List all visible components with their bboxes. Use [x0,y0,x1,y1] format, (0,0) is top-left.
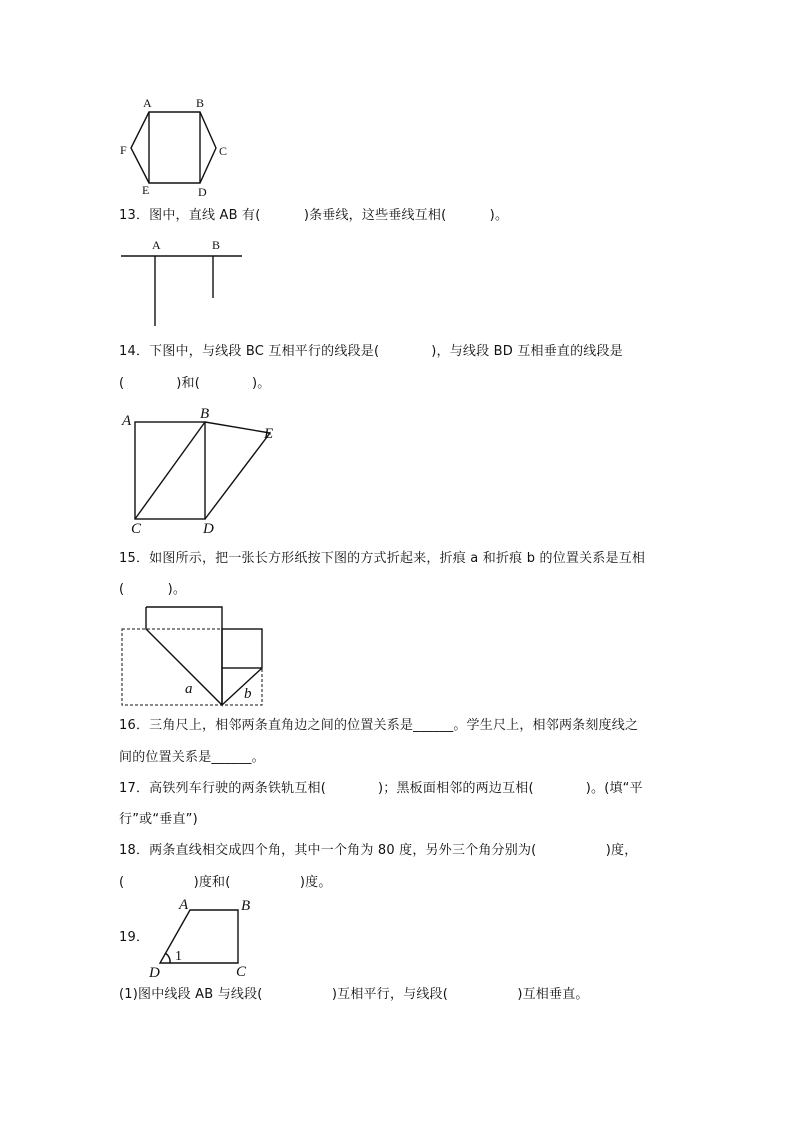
hexagon-label-a: A [143,96,152,110]
hexagon-label-b: B [196,96,205,110]
square-label-e: E [264,426,274,442]
folded-paper-figure [122,607,262,705]
trapezoid-label-a: A [179,897,189,913]
square-parallelogram-figure [135,422,270,519]
q15-line2: ( )。 [119,582,187,597]
ab-line-label-a: A [152,238,161,252]
q14-line2: ( )和( )。 [119,376,271,391]
trapezoid-figure [160,910,238,963]
q18-line2: ( )度和( )度。 [119,875,332,890]
trapezoid-label-b: B [241,898,251,914]
q18-line1: 18．两条直线相交成四个角，其中一个角为 80 度，另外三个角分别为( )度， [119,843,638,858]
hexagon-shape [131,112,216,183]
q13-text: 13．图中，直线 AB 有( )条垂线，这些垂线互相( )。 [119,208,509,223]
fold-label-a: a [185,681,193,697]
square-label-c: C [131,521,142,537]
square-label-a: A [122,413,132,429]
q17-line1: 17．高铁列车行驶的两条铁轨互相( )；黑板面相邻的两边互相( )。(填“平 [119,781,643,796]
square-label-b: B [200,406,210,422]
q19-sub1: (1)图中线段 AB 与线段( )互相平行，与线段( )互相垂直。 [119,987,589,1002]
hexagon-label-d: D [198,185,207,199]
square-label-d: D [203,521,214,537]
trapezoid-label-d: D [149,965,160,981]
q14-line1: 14．下图中，与线段 BC 互相平行的线段是( )，与线段 BD 互相垂直的线段是 [119,344,623,359]
fold-label-b: b [244,686,252,702]
perpendicular-lines-figure [121,256,242,326]
hexagon-label-c: C [219,144,228,158]
q16-line2: 间的位置关系是______。 [119,750,265,765]
hexagon-label-f: F [120,143,127,157]
ab-line-label-b: B [212,238,221,252]
q19-number: 19． [119,930,150,945]
q16-line1: 16．三角尺上，相邻两条直角边之间的位置关系是______。学生尺上，相邻两条刻度线之 [119,718,639,733]
trapezoid-label-c: C [236,964,247,980]
q17-line2: 行”或“垂直”) [119,812,198,827]
trapezoid-angle-label: 1 [175,949,182,964]
hexagon-label-e: E [142,183,150,197]
q15-line1: 15．如图所示，把一张长方形纸按下图的方式折起来，折痕 a 和折痕 b 的位置关系是互相 [119,551,646,566]
